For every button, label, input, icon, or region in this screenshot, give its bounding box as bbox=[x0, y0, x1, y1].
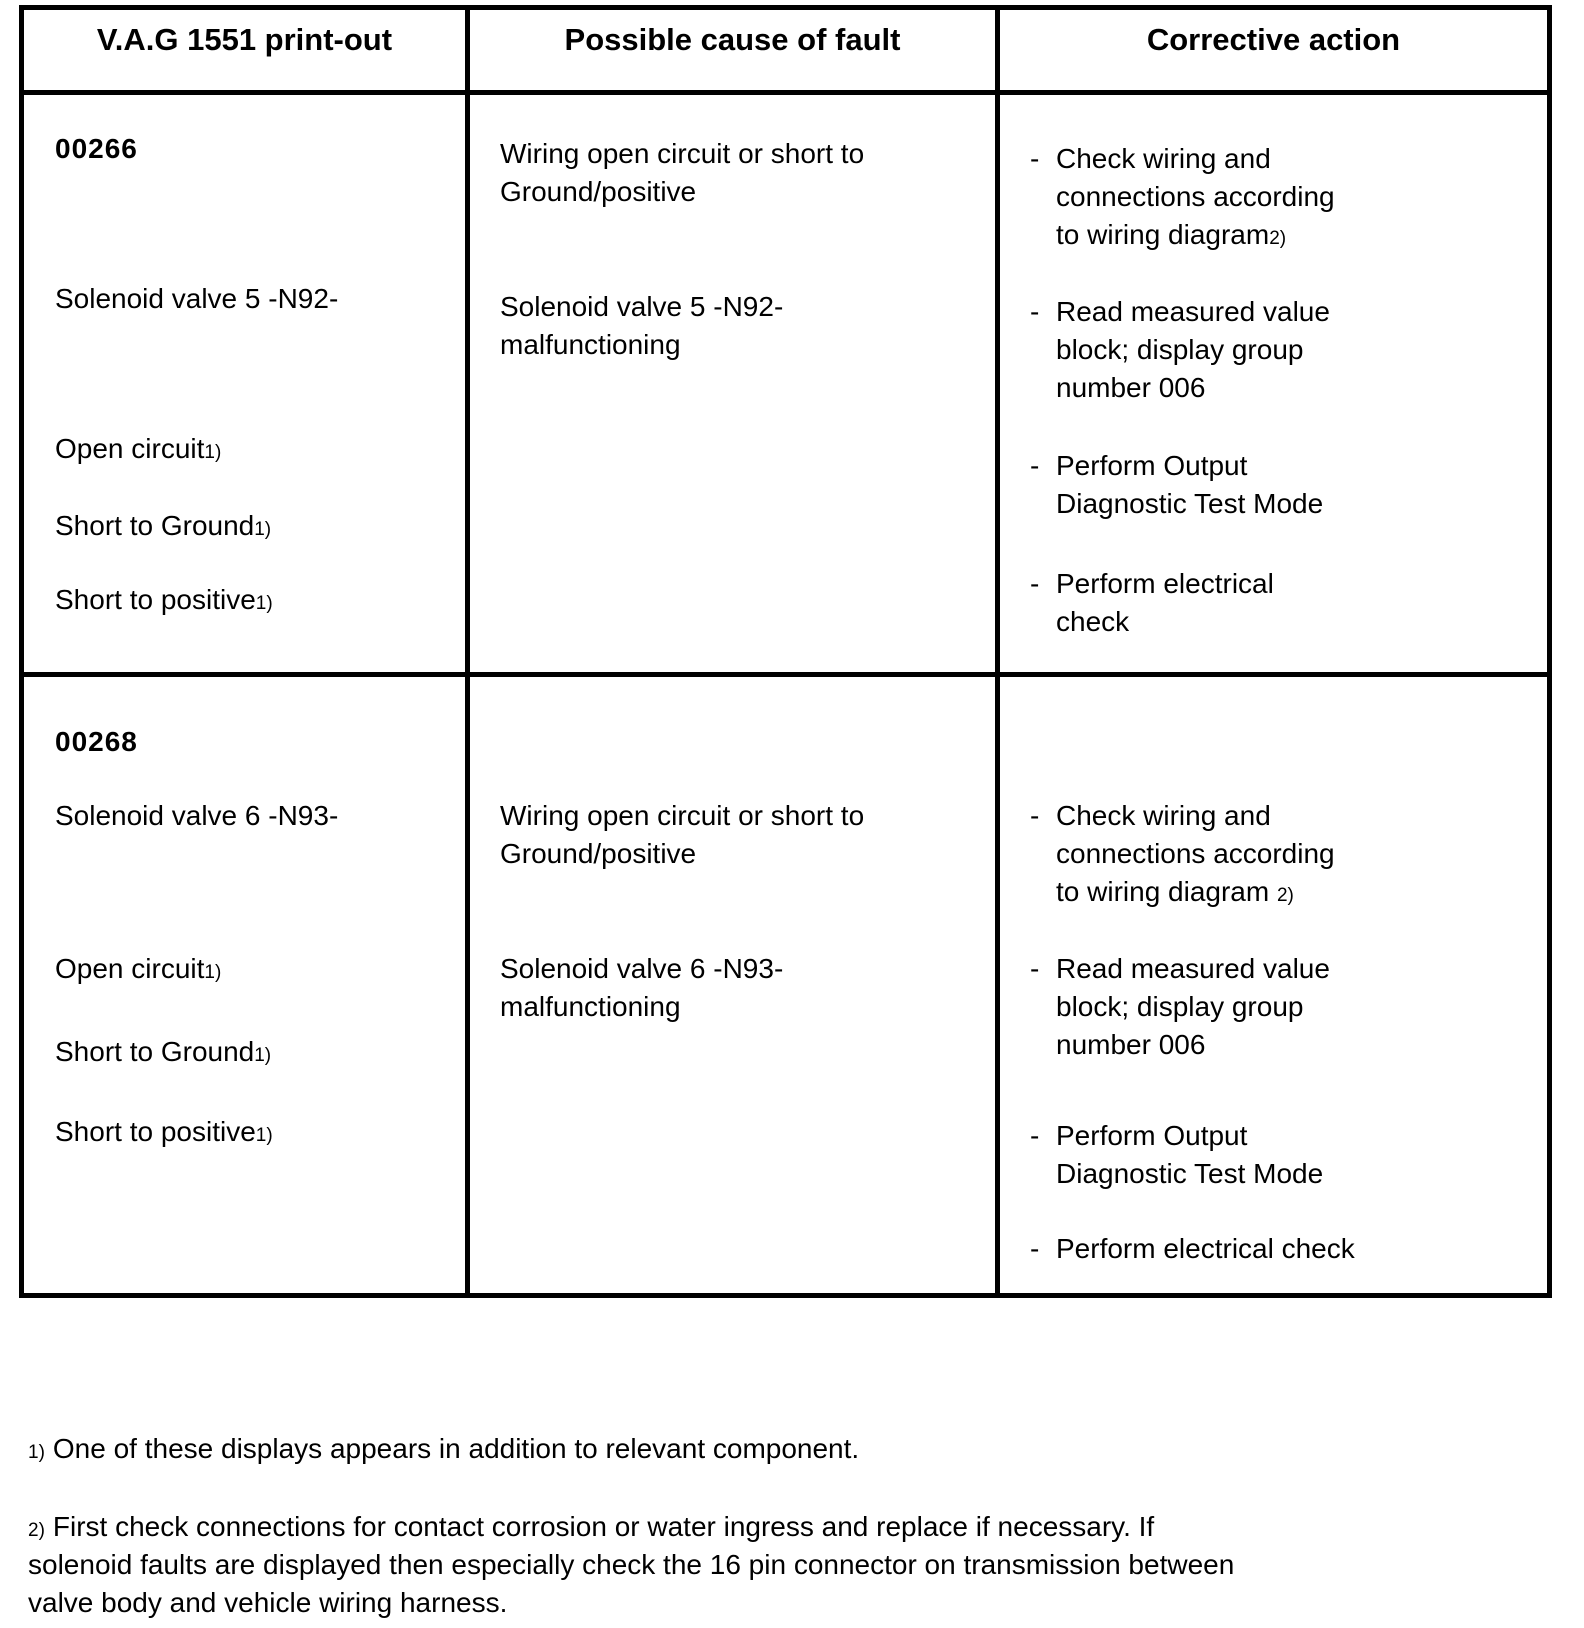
dash-bullet: - bbox=[1030, 1233, 1040, 1264]
footnote-2-line: valve body and vehicle wiring harness. bbox=[28, 1587, 508, 1618]
footnote-2-marker: 2) bbox=[28, 1520, 45, 1541]
dash-bullet: - bbox=[1030, 568, 1040, 599]
footnote-ref-1: 1) bbox=[254, 1045, 272, 1066]
fault-display: Open circuit$^{1)}$ bbox=[55, 953, 222, 984]
fault-display: Open circuit$^{1)}$ bbox=[55, 433, 222, 464]
printout-cell-00268 bbox=[24, 677, 470, 1293]
footnote-ref-2: 2) bbox=[1276, 885, 1294, 906]
footnote-ref-1: 1) bbox=[254, 519, 272, 540]
footnote-2-line: First check connections for contact corrosion or water ingress and replace if necessary. If bbox=[52, 1511, 1155, 1542]
corrective-action: - Perform Output Diagnostic Test Mode bbox=[1030, 447, 1323, 523]
footnote-2 bbox=[28, 1508, 1234, 1622]
column-header-printout-label: V.A.G 1551 print-out bbox=[96, 22, 393, 57]
corrective-action: - Perform Output Diagnostic Test Mode bbox=[1030, 1117, 1323, 1193]
footnote-1 bbox=[28, 1430, 859, 1468]
dash-bullet: - bbox=[1030, 1120, 1040, 1151]
footnote-ref-1: 1) bbox=[255, 1125, 273, 1146]
corrective-action: - Perform electrical check bbox=[1030, 565, 1274, 641]
fault-cause: Solenoid valve 6 -N93- malfunctioning bbox=[500, 953, 784, 1022]
fault-code: 00268 bbox=[55, 726, 138, 757]
fault-cause: Wiring open circuit or short to Ground/positive bbox=[500, 138, 865, 207]
fault-cause: Solenoid valve 5 -N92- malfunctioning bbox=[500, 291, 784, 360]
corrective-action: - Check wiring and connections according to wiring diagram$^{2)}$ bbox=[1030, 140, 1335, 254]
footnote-ref-1: 1) bbox=[204, 962, 222, 983]
cause-cell-00266 bbox=[470, 95, 1000, 677]
action-cell-00266 bbox=[1000, 95, 1547, 677]
corrective-action: - Perform electrical check bbox=[1030, 1230, 1355, 1268]
action-cell-00268 bbox=[1000, 677, 1547, 1293]
column-header-printout bbox=[24, 10, 470, 95]
footnote-2-line: solenoid faults are displayed then especially check the 16 pin connector on transmission between bbox=[28, 1549, 1235, 1580]
fault-cause: Wiring open circuit or short to Ground/positive bbox=[500, 800, 865, 869]
footnote-1-marker: 1) bbox=[28, 1442, 45, 1463]
fault-display: Short to positive$^{1)}$ bbox=[55, 584, 273, 615]
dash-bullet: - bbox=[1030, 450, 1040, 481]
fault-component: Solenoid valve 6 -N93- bbox=[55, 800, 339, 831]
corrective-action: - Read measured value block; display group number 006 bbox=[1030, 950, 1330, 1064]
corrective-action: - Read measured value block; display group number 006 bbox=[1030, 293, 1330, 407]
footnote-ref-1: 1) bbox=[204, 442, 222, 463]
footnote-1-text: One of these displays appears in addition to relevant component. bbox=[52, 1433, 860, 1464]
dash-bullet: - bbox=[1030, 296, 1040, 327]
footnote-ref-1: 1) bbox=[255, 593, 273, 614]
footnote-ref-2: 2) bbox=[1269, 228, 1287, 249]
fault-table bbox=[19, 5, 1552, 1298]
dash-bullet: - bbox=[1030, 953, 1040, 984]
fault-component: Solenoid valve 5 -N92- bbox=[55, 283, 339, 314]
fault-display: Short to Ground$^{1)}$ bbox=[55, 1036, 272, 1067]
fault-code: 00266 bbox=[55, 133, 138, 164]
fault-display: Short to positive$^{1)}$ bbox=[55, 1116, 273, 1147]
column-header-cause bbox=[470, 10, 1000, 95]
column-header-cause-label: Possible cause of fault bbox=[564, 22, 901, 57]
dash-bullet: - bbox=[1030, 143, 1040, 174]
column-header-action bbox=[1000, 10, 1547, 95]
printout-cell-00266 bbox=[24, 95, 470, 677]
column-header-action-label: Corrective action bbox=[1146, 22, 1401, 57]
corrective-action: - Check wiring and connections according to wiring diagram $^{2)}$ bbox=[1030, 797, 1335, 911]
cause-cell-00268 bbox=[470, 677, 1000, 1293]
fault-display: Short to Ground$^{1)}$ bbox=[55, 510, 272, 541]
dash-bullet: - bbox=[1030, 800, 1040, 831]
